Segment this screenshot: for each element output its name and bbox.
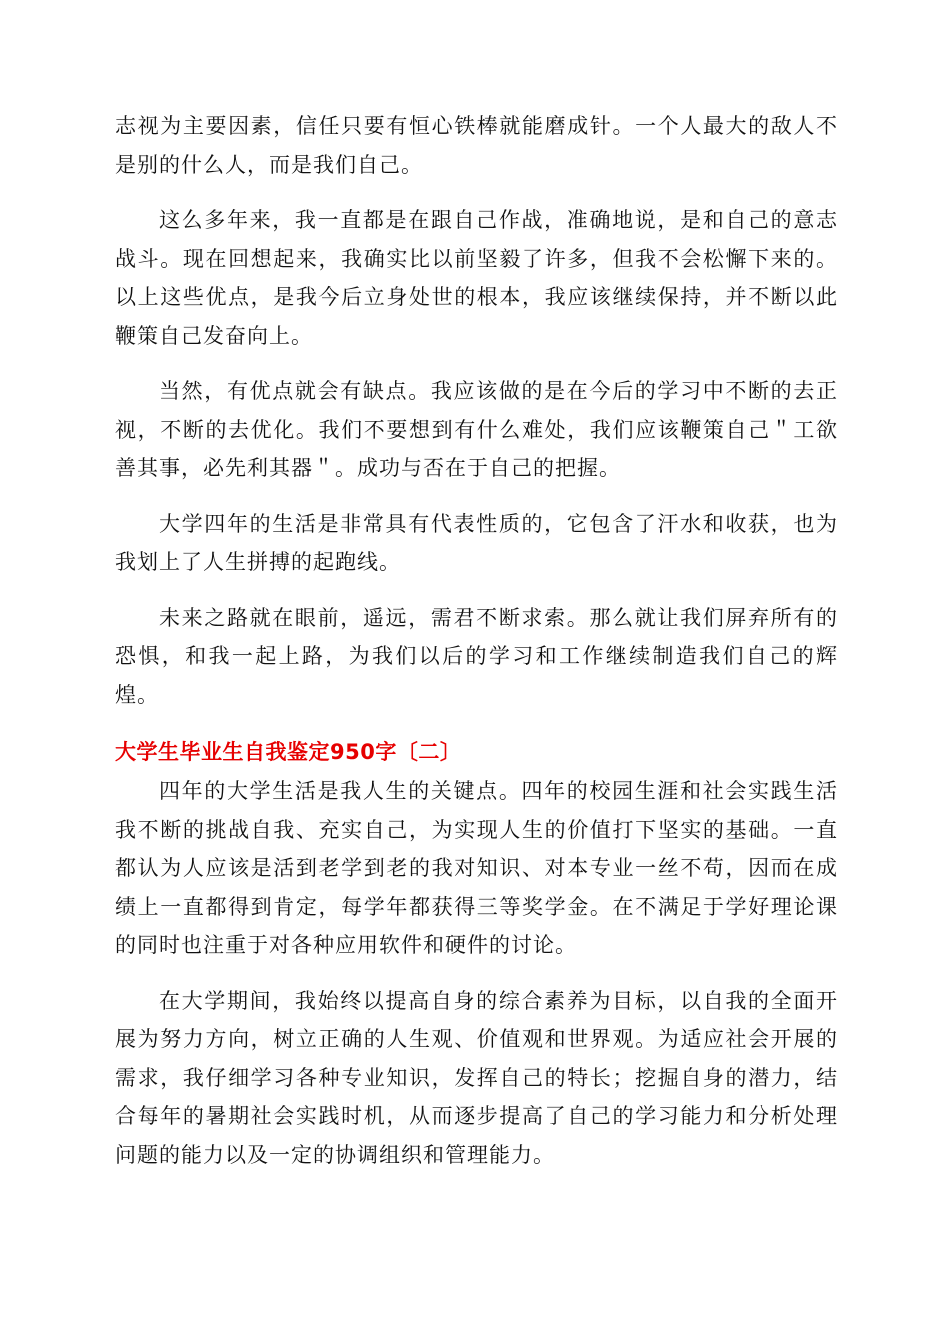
paragraph-college-life: 四年的大学生活是我人生的关键点。四年的校园生涯和社会实践生活我不断的挑战自我、充实自己，为实现人生的价值打下坚实的基础。一直都认为人应该是活到老学到老的我对知识、对本专业一丝不苟，因而在成绩上一直都得到肯定，每学年都获得三等奖学金。在不满足于学好理论课的同时也注重于对各种应用软件和硬件的讨论。 [115, 779, 838, 957]
document-page [115, 107, 838, 1174]
paragraph-struggle: 这么多年来，我一直都是在跟自己作战，准确地说，是和自己的意志战斗。现在回想起来，我确实比以前坚毅了许多，但我不会松懈下来的。以上这些优点，是我今后立身处世的根本，我应该继续保持，并不断以此鞭策自己发奋向上。 [115, 208, 838, 348]
paragraph-future: 未来之路就在眼前，遥远，需君不断求索。那么就让我们屏弃所有的恐惧，和我一起上路，为我们以后的学习和工作继续制造我们自己的辉煌。 [115, 605, 838, 707]
paragraph-during-college: 在大学期间，我始终以提高自身的综合素养为目标，以自我的全面开展为努力方向，树立正确的人生观、价值观和世界观。为适应社会开展的需求，我仔细学习各种专业知识，发挥自己的特长；挖掘自身的潜力，结合每年的暑期社会实践时机，从而逐步提高了自己的学习能力和分析处理问题的能力以及一定的协调组织和管理能力。 [115, 988, 838, 1167]
paragraph-four-years: 大学四年的生活是非常具有代表性质的，它包含了汗水和收获，也为我划上了人生拼搏的起跑线。 [115, 511, 838, 574]
paragraph-shortcomings: 当然，有优点就会有缺点。我应该做的是在今后的学习中不断的去正视，不断的去优化。我们不要想到有什么难处，我们应该鞭策自己＂工欲善其事，必先利其器＂。成功与否在于自己的把握。 [115, 379, 838, 480]
paragraph-continuation: 志视为主要因素，信任只要有恒心铁棒就能磨成针。一个人最大的敌人不是别的什么人，而是我们自己。 [115, 114, 838, 177]
section-heading: 大学生毕业生自我鉴定950字〔二〕 [115, 740, 462, 764]
